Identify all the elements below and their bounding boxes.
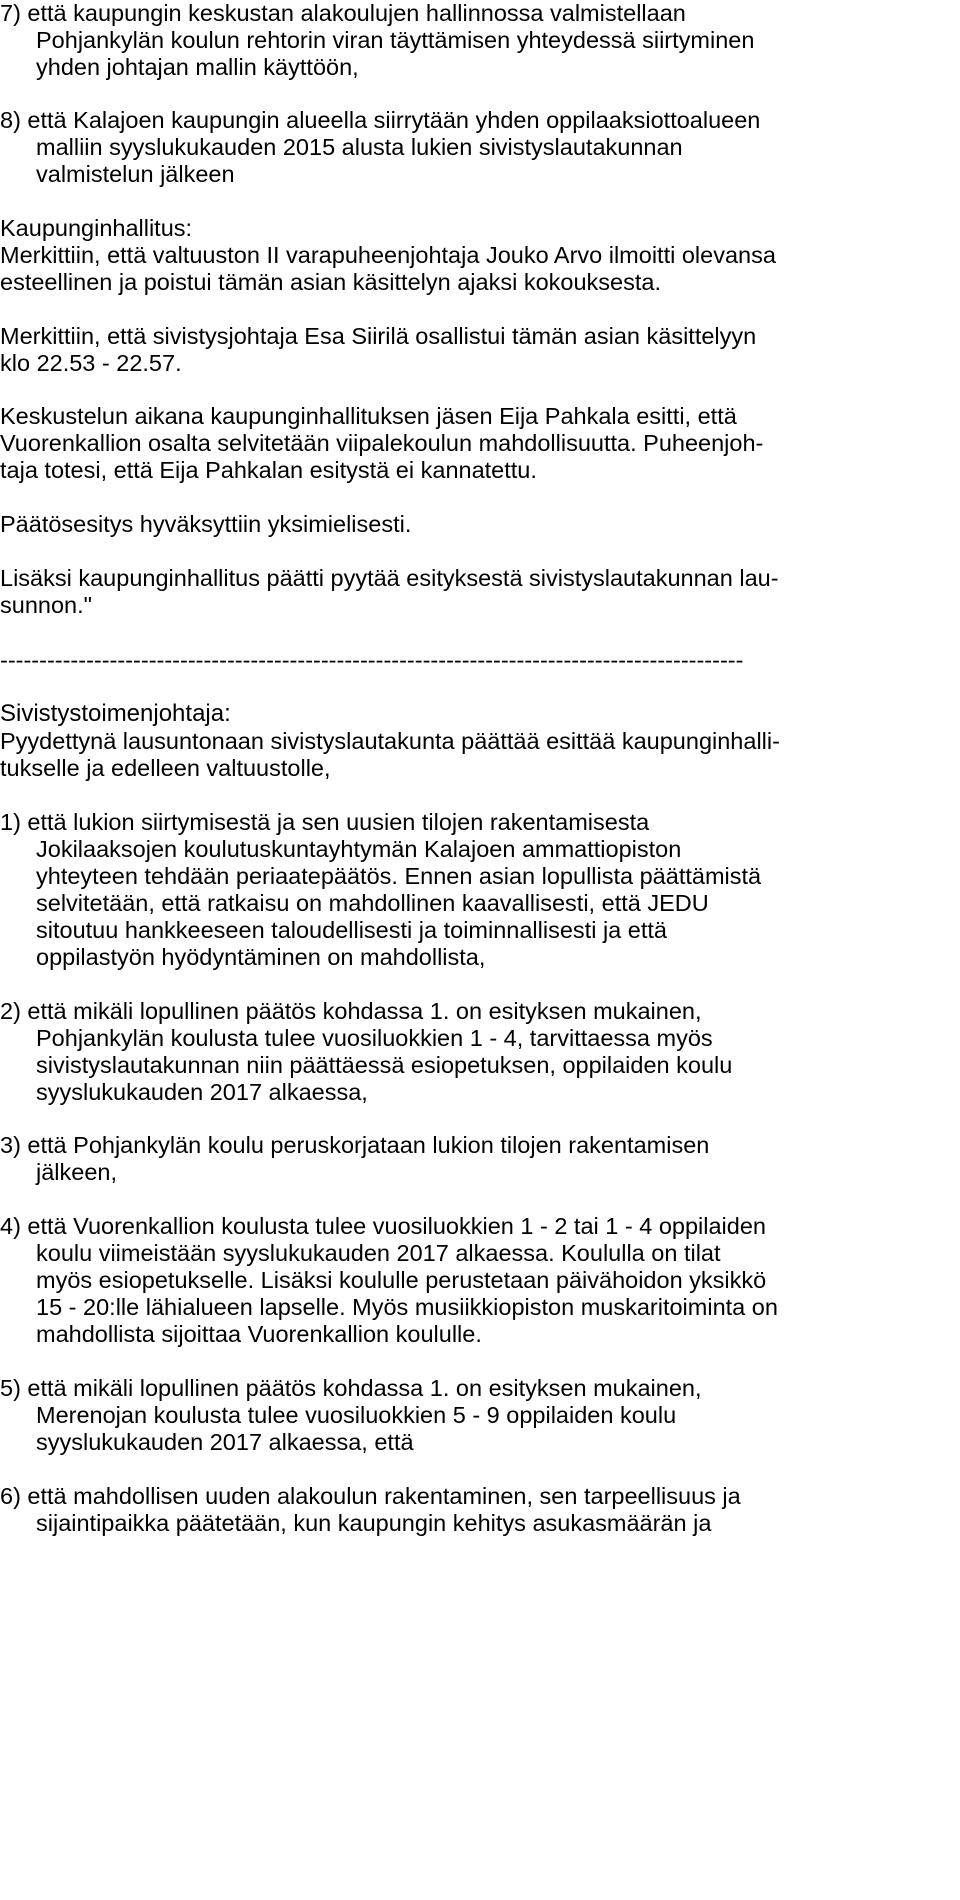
proposal-4-line-3: myös esiopetukselle. Lisäksi koululle perustetaan päivähoidon yksikkö [36,1267,767,1293]
proposal-1-line-3: yhteyteen tehdään periaatepäätös. Ennen asian lopullista päättämistä [36,863,762,889]
separator-line: ----------------------------------------------------------------------------------------------- [0,647,744,673]
proposal-5-line-3: syyslukukauden 2017 alkaessa, että [36,1429,414,1455]
item-7-line-3: yhden johtajan mallin käyttöön, [36,54,359,80]
proposal-1-line-4: selvitetään, että ratkaisu on mahdollinen kaavallisesti, että JEDU [36,890,709,916]
proposal-1-line-5: sitoutuu hankkeeseen taloudellisesti ja toiminnallisesti ja että [36,917,667,943]
proposal-4-line-4: 15 - 20:lle lähialueen lapselle. Myös musiikkiopiston muskaritoiminta on [36,1294,778,1320]
kh-para-3-line-2: Vuorenkallion osalta selvitetään viipalekoulun mahdollisuutta. Puheenjoh- [0,430,764,456]
proposal-4-line-5: mahdollista sijoittaa Vuorenkallion koululle. [36,1321,482,1347]
kh-para-2-line-1: Merkittiin, että sivistysjohtaja Esa Siirilä osallistui tämän asian käsittelyyn [0,323,757,349]
proposal-4-line-1: 4) että Vuorenkallion koulusta tulee vuosiluokkien 1 - 2 tai 1 - 4 oppilaiden [0,1213,766,1239]
kh-para-3-line-1: Keskustelun aikana kaupunginhallituksen jäsen Eija Pahkala esitti, että [0,403,737,429]
sivistystoimenjohtaja-heading: Sivistystoimenjohtaja: [0,700,231,727]
item-8-line-1: 8) että Kalajoen kaupungin alueella siirrytään yhden oppilaaksiottoalueen [0,107,761,133]
proposal-1-line-6: oppilastyön hyödyntäminen on mahdollista, [36,944,486,970]
proposal-2-line-3: sivistyslautakunnan niin päättäessä esiopetuksen, oppilaiden koulu [36,1052,733,1078]
proposal-5-line-1: 5) että mikäli lopullinen päätös kohdassa 1. on esityksen mukainen, [0,1375,702,1401]
proposal-1-line-2: Jokilaaksojen koulutuskuntayhtymän Kalajoen ammattiopiston [36,836,682,862]
proposal-1-line-1: 1) että lukion siirtymisestä ja sen uusien tilojen rakentamisesta [0,809,650,835]
proposal-3-line-2: jälkeen, [36,1159,117,1185]
proposal-6-line-2: sijaintipaikka päätetään, kun kaupungin kehitys asukasmäärän ja [36,1510,712,1536]
st-intro-line-1: Pyydettynä lausuntonaan sivistyslautakunta päättää esittää kaupunginhalli- [0,728,780,754]
item-8-line-3: valmistelun jälkeen [36,161,235,187]
proposal-2-line-2: Pohjankylän koulusta tulee vuosiluokkien 1 - 4, tarvittaessa myös [36,1025,713,1051]
kh-para-5-line-1: Lisäksi kaupunginhallitus päätti pyytää esityksestä sivistyslautakunnan lau- [0,565,779,591]
kh-para-5-line-2: sunnon." [0,592,92,618]
proposal-5-line-2: Merenojan koulusta tulee vuosiluokkien 5 - 9 oppilaiden koulu [36,1402,677,1428]
proposal-4-line-2: koulu viimeistään syyslukukauden 2017 alkaessa. Koululla on tilat [36,1240,721,1266]
item-7-line-2: Pohjankylän koulun rehtorin viran täyttämisen yhteydessä siirtyminen [36,27,755,53]
kh-para-2-line-2: klo 22.53 - 22.57. [0,350,182,376]
proposal-3-line-1: 3) että Pohjankylän koulu peruskorjataan lukion tilojen rakentamisen [0,1132,710,1158]
st-intro-line-2: tukselle ja edelleen valtuustolle, [0,755,331,781]
proposal-6-line-1: 6) että mahdollisen uuden alakoulun rakentaminen, sen tarpeellisuus ja [0,1483,741,1509]
kh-para-1-line-2: esteellinen ja poistui tämän asian käsittelyn ajaksi kokouksesta. [0,269,661,295]
kh-para-1-line-1: Merkittiin, että valtuuston II varapuheenjohtaja Jouko Arvo ilmoitti olevansa [0,242,776,268]
item-7-line-1: 7) että kaupungin keskustan alakoulujen hallinnossa valmistellaan [0,0,686,26]
proposal-2-line-4: syyslukukauden 2017 alkaessa, [36,1079,368,1105]
kh-para-4: Päätösesitys hyväksyttiin yksimielisesti. [0,511,412,537]
kh-para-3-line-3: taja totesi, että Eija Pahkalan esitystä ei kannatettu. [0,457,537,483]
proposal-2-line-1: 2) että mikäli lopullinen päätös kohdassa 1. on esityksen mukainen, [0,998,702,1024]
item-8-line-2: malliin syyslukukauden 2015 alusta lukien sivistyslautakunnan [36,134,683,160]
kaupunginhallitus-heading: Kaupunginhallitus: [0,215,193,241]
